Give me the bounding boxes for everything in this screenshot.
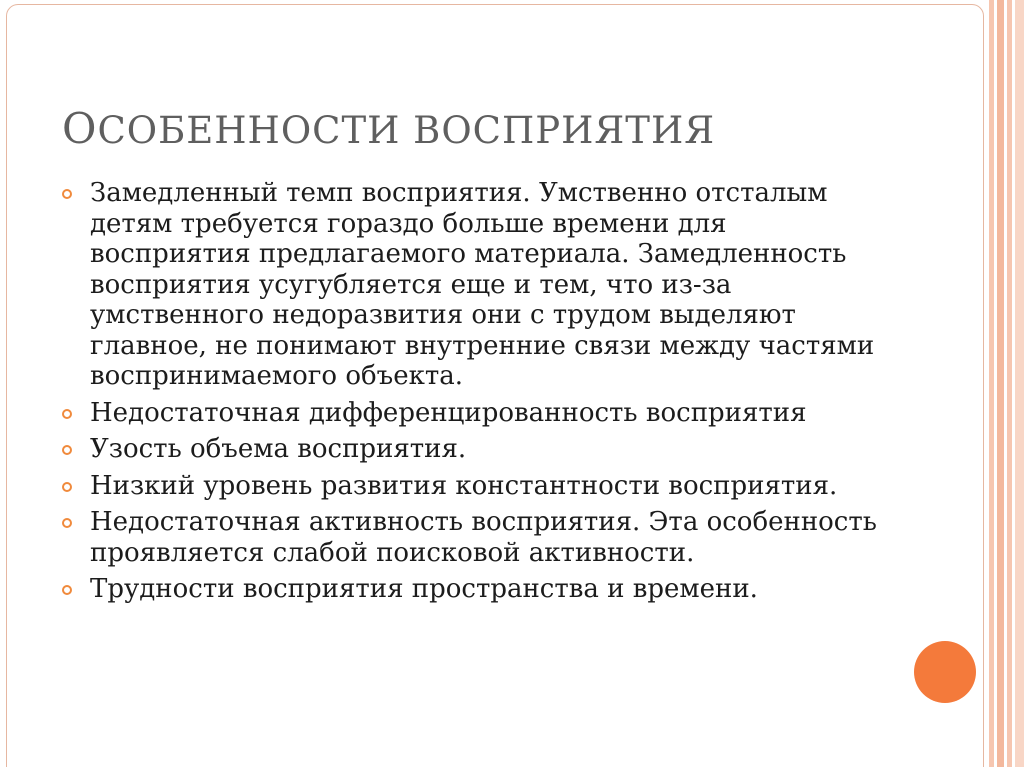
bullet-circle-icon: [62, 482, 72, 492]
orange-circle-icon: [914, 641, 976, 703]
bullet-text: Недостаточная дифференцированность восприятия: [90, 397, 807, 428]
bullet-item: [62, 398, 892, 429]
slide-title: [62, 104, 715, 153]
bullet-list: [62, 178, 892, 611]
title-rest: СОБЕННОСТИ ВОСПРИЯТИЯ: [97, 109, 716, 152]
bullet-item: [62, 471, 892, 502]
bullet-circle-icon: [62, 189, 72, 199]
bullet-circle-icon: [62, 518, 72, 528]
bullet-circle-icon: [62, 585, 72, 595]
title-first-letter: О: [62, 104, 98, 153]
bullet-item: [62, 178, 892, 392]
bullet-text: Замедленный темп восприятия. Умственно отсталым детям требуется гораздо больше времени для восприятия предлагаемого материала. Замедленность восприятия усугубляется еще и тем, что из-за умственного недоразвития они с трудом выделяют главное, не понимают внутренние связи между частями воспринимаемого объекта.: [90, 178, 875, 391]
bullet-circle-icon: [62, 445, 72, 455]
decor-stripe-1: [989, 0, 994, 767]
bullet-item: [62, 507, 892, 568]
bullet-text: Узость объема восприятия.: [90, 434, 467, 464]
bullet-text: Недостаточная активность восприятия. Эта особенность проявляется слабой поисковой активности.: [90, 507, 877, 568]
decor-stripe-3: [1007, 0, 1012, 767]
bullet-circle-icon: [62, 409, 72, 419]
decor-stripe-4: [1015, 0, 1024, 767]
decor-stripe-2: [997, 0, 1004, 767]
bullet-text: Низкий уровень развития константности восприятия.: [90, 470, 838, 501]
bullet-text: Трудности восприятия пространства и времени.: [90, 574, 758, 604]
bullet-item: [62, 574, 892, 605]
bullet-item: [62, 434, 892, 465]
